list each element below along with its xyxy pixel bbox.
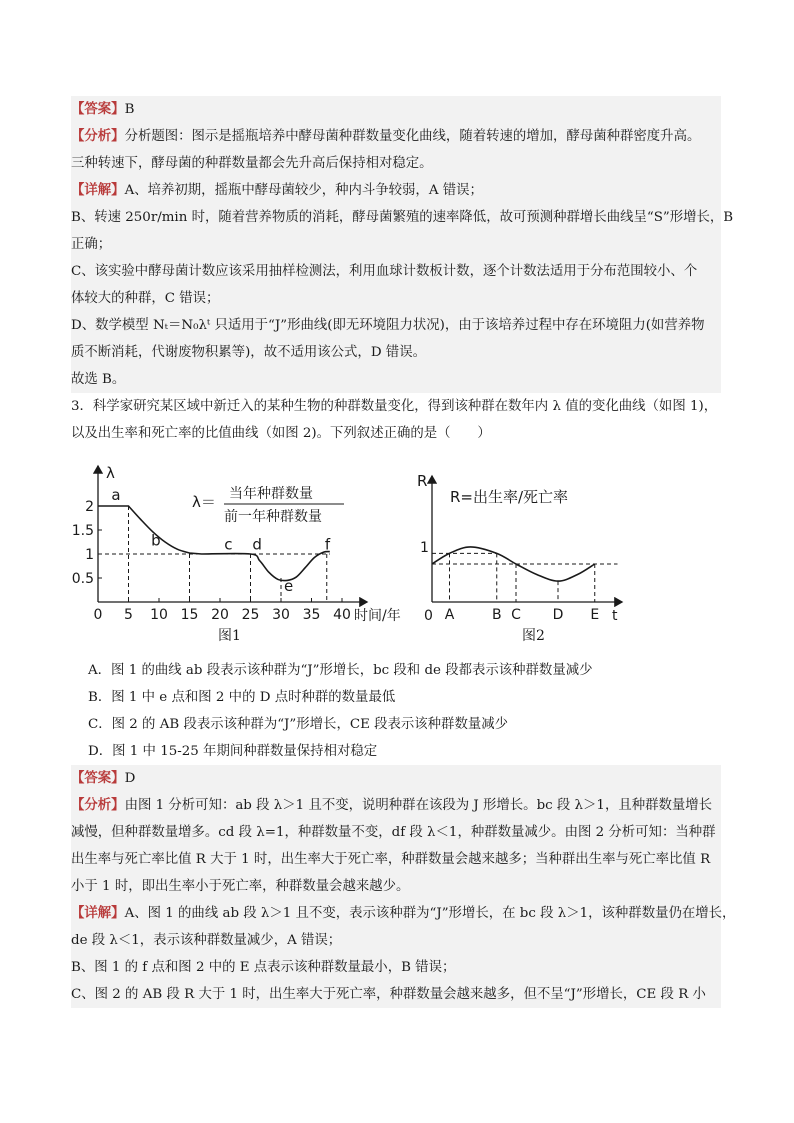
fig1-point-label-c: c [224, 535, 233, 554]
detail2-line-2: de 段 λ＜1，表示该种群数量减少，A 错误； [71, 927, 721, 954]
detail2-tag: 【详解】 [71, 905, 125, 921]
analysis2-text: 由图 1 分析可知：ab 段 λ＞1 且不变，说明种群在该段为 J 形增长。bc 段 λ＞1，且种群数量增长 [124, 798, 713, 813]
fig1-point-label-b: b [151, 531, 161, 550]
answer2-line [71, 765, 721, 792]
conclusion-line: 故选 B。 [71, 366, 721, 393]
detail-line-7: 质不断消耗，代谢废物积累等)，故不适用该公式，D 错误。 [71, 339, 721, 366]
answer-value: B [124, 102, 135, 117]
fig2-ylabel: R [417, 472, 428, 490]
analysis2-line-4: 小于 1 时，即出生率小于死亡率，种群数量会越来越少。 [71, 873, 721, 900]
fig1-xlabel: 时间/年 [354, 608, 401, 624]
fig1-xtick-label-6: 30 [272, 607, 290, 623]
fig2-xlabel: t [612, 608, 618, 624]
analysis-text: 分析题图：图示是摇瓶培养中酵母菌种群数量变化曲线，随着转速的增加，酵母菌种群密度升高。 [124, 129, 701, 144]
analysis2-tag: 【分析】 [71, 797, 125, 813]
detail-line-6: D、数学模型 Nₜ＝N₀λᵗ 只适用于“J”形曲线(即无环境阻力状况)，由于该培养过程中存在环境阻力(如营养物 [71, 312, 721, 339]
analysis-line-1 [71, 123, 721, 150]
analysis2-line-3: 出生率与死亡率比值 R 大于 1 时，出生率大于死亡率，种群数量会越来越多；当种群出生率与死亡率比值 R [71, 846, 721, 873]
detail-line-4: C、该实验中酵母菌计数应该采用抽样检测法，利用血球计数板计数，逐个计数法适用于分布范围较小、个 [71, 258, 721, 285]
fig1-formula-denominator: 前一年种群数量 [224, 509, 322, 525]
fig2-y-ref-label: 1 [420, 540, 429, 556]
fig1-ytick-label-2: 1.5 [71, 523, 94, 539]
fig1-xtick-label-2: 10 [150, 607, 168, 623]
answer-tag: 【答案】 [71, 101, 125, 117]
answer-line-1 [71, 96, 721, 123]
detail2-line-1 [71, 900, 736, 927]
analysis-line-2: 三种转速下，酵母菌的种群数量都会先升高后保持相对稳定。 [71, 150, 721, 177]
fig2-formula: R=出生率/死亡率 [450, 488, 569, 506]
detail-line-1 [71, 177, 721, 204]
figures [71, 460, 642, 650]
fig1-xtick-label-0: 0 [93, 607, 103, 623]
detail2-line-4: C、图 2 的 AB 段 R 大于 1 时，出生率大于死亡率，种群数量会越来越多，但不呈“J”形增长，CE 段 R 小 [71, 981, 721, 1008]
fig1-point-label-e: e [284, 576, 294, 595]
fig1-xtick-label-8: 40 [333, 607, 351, 623]
fig1-formula-numerator: 当年种群数量 [229, 486, 313, 502]
figure-1 [72, 464, 401, 644]
analysis-tag: 【分析】 [71, 128, 125, 144]
option-a: A．图 1 的曲线 ab 段表示该种群为“J”形增长，bc 段和 de 段都表示该种群数量减少 [88, 663, 593, 678]
question-line-1: 3．科学家研究某区域中新迁入的某种生物的种群数量变化，得到该种群在数年内 λ 值的变化曲线（如图 1)， [71, 399, 718, 414]
fig2-xtick-label-A: A [444, 607, 455, 623]
fig1-caption: 图1 [218, 628, 241, 644]
fig1-point-label-f: f [324, 535, 331, 554]
fig2-xtick-label-E: E [590, 607, 600, 623]
figure-2 [417, 472, 622, 644]
answer2-tag: 【答案】 [71, 770, 125, 786]
option-c: C．图 2 的 AB 段表示该种群为“J”形增长，CE 段表示该种群数量减少 [88, 717, 509, 732]
analysis2-line-2: 减慢，但种群数量增多。cd 段 λ=1，种群数量不变，df 段 λ＜1，种群数量减少。由图 2 分析可知：当种群 [71, 819, 721, 846]
fig1-ytick-label-1: 1 [85, 547, 94, 563]
detail-line-2: B、转速 250r/min 时，随着营养物质的消耗，酵母菌繁殖的速率降低，故可预测种群增长曲线呈“S”形增长，B [71, 204, 721, 231]
detail-line-3: 正确； [71, 231, 721, 258]
option-d: D．图 1 中 15-25 年期间种群数量保持相对稳定 [88, 744, 378, 759]
answer2-value: D [124, 771, 136, 786]
fig2-xtick-label-C: C [511, 607, 521, 623]
detail-tag: 【详解】 [71, 182, 125, 198]
fig1-xtick-label-5: 25 [241, 607, 260, 623]
detail2-text: A、图 1 的曲线 ab 段 λ＞1 且不变，表示该种群为“J”形增长，在 bc 段 λ＞1，该种群数量仍在增长， [124, 906, 736, 921]
fig1-ylabel: λ [106, 464, 115, 482]
fig2-origin-label: 0 [424, 608, 433, 624]
fig1-xtick-label-3: 15 [180, 607, 199, 623]
fig1-ytick-label-0: 0.5 [71, 571, 94, 587]
fig1-xtick-label-1: 5 [124, 607, 133, 623]
fig1-formula-lhs: λ＝ [192, 493, 216, 511]
option-b: B．图 1 中 e 点和图 2 中的 D 点时种群的数量最低 [88, 690, 396, 705]
analysis2-line-1 [71, 792, 721, 819]
fig2-xtick-label-B: B [491, 607, 502, 623]
detail-text: A、培养初期，摇瓶中酵母菌较少，种内斗争较弱，A 错误； [124, 183, 483, 198]
fig1-xtick-label-7: 35 [302, 607, 321, 623]
detail2-line-3: B、图 1 的 f 点和图 2 中的 E 点表示该种群数量最小，B 错误； [71, 954, 721, 981]
fig2-xtick-label-D: D [552, 607, 564, 623]
fig1-point-label-a: a [111, 486, 121, 505]
fig1-xtick-label-4: 20 [211, 607, 229, 623]
fig2-caption: 图2 [522, 628, 545, 644]
question-line-2: 以及出生率和死亡率的比值曲线（如图 2)。下列叙述正确的是（ ） [71, 426, 491, 441]
fig1-point-label-d: d [252, 535, 262, 554]
fig1-ytick-label-3: 2 [85, 499, 94, 515]
detail-line-5: 体较大的种群，C 错误； [71, 285, 721, 312]
